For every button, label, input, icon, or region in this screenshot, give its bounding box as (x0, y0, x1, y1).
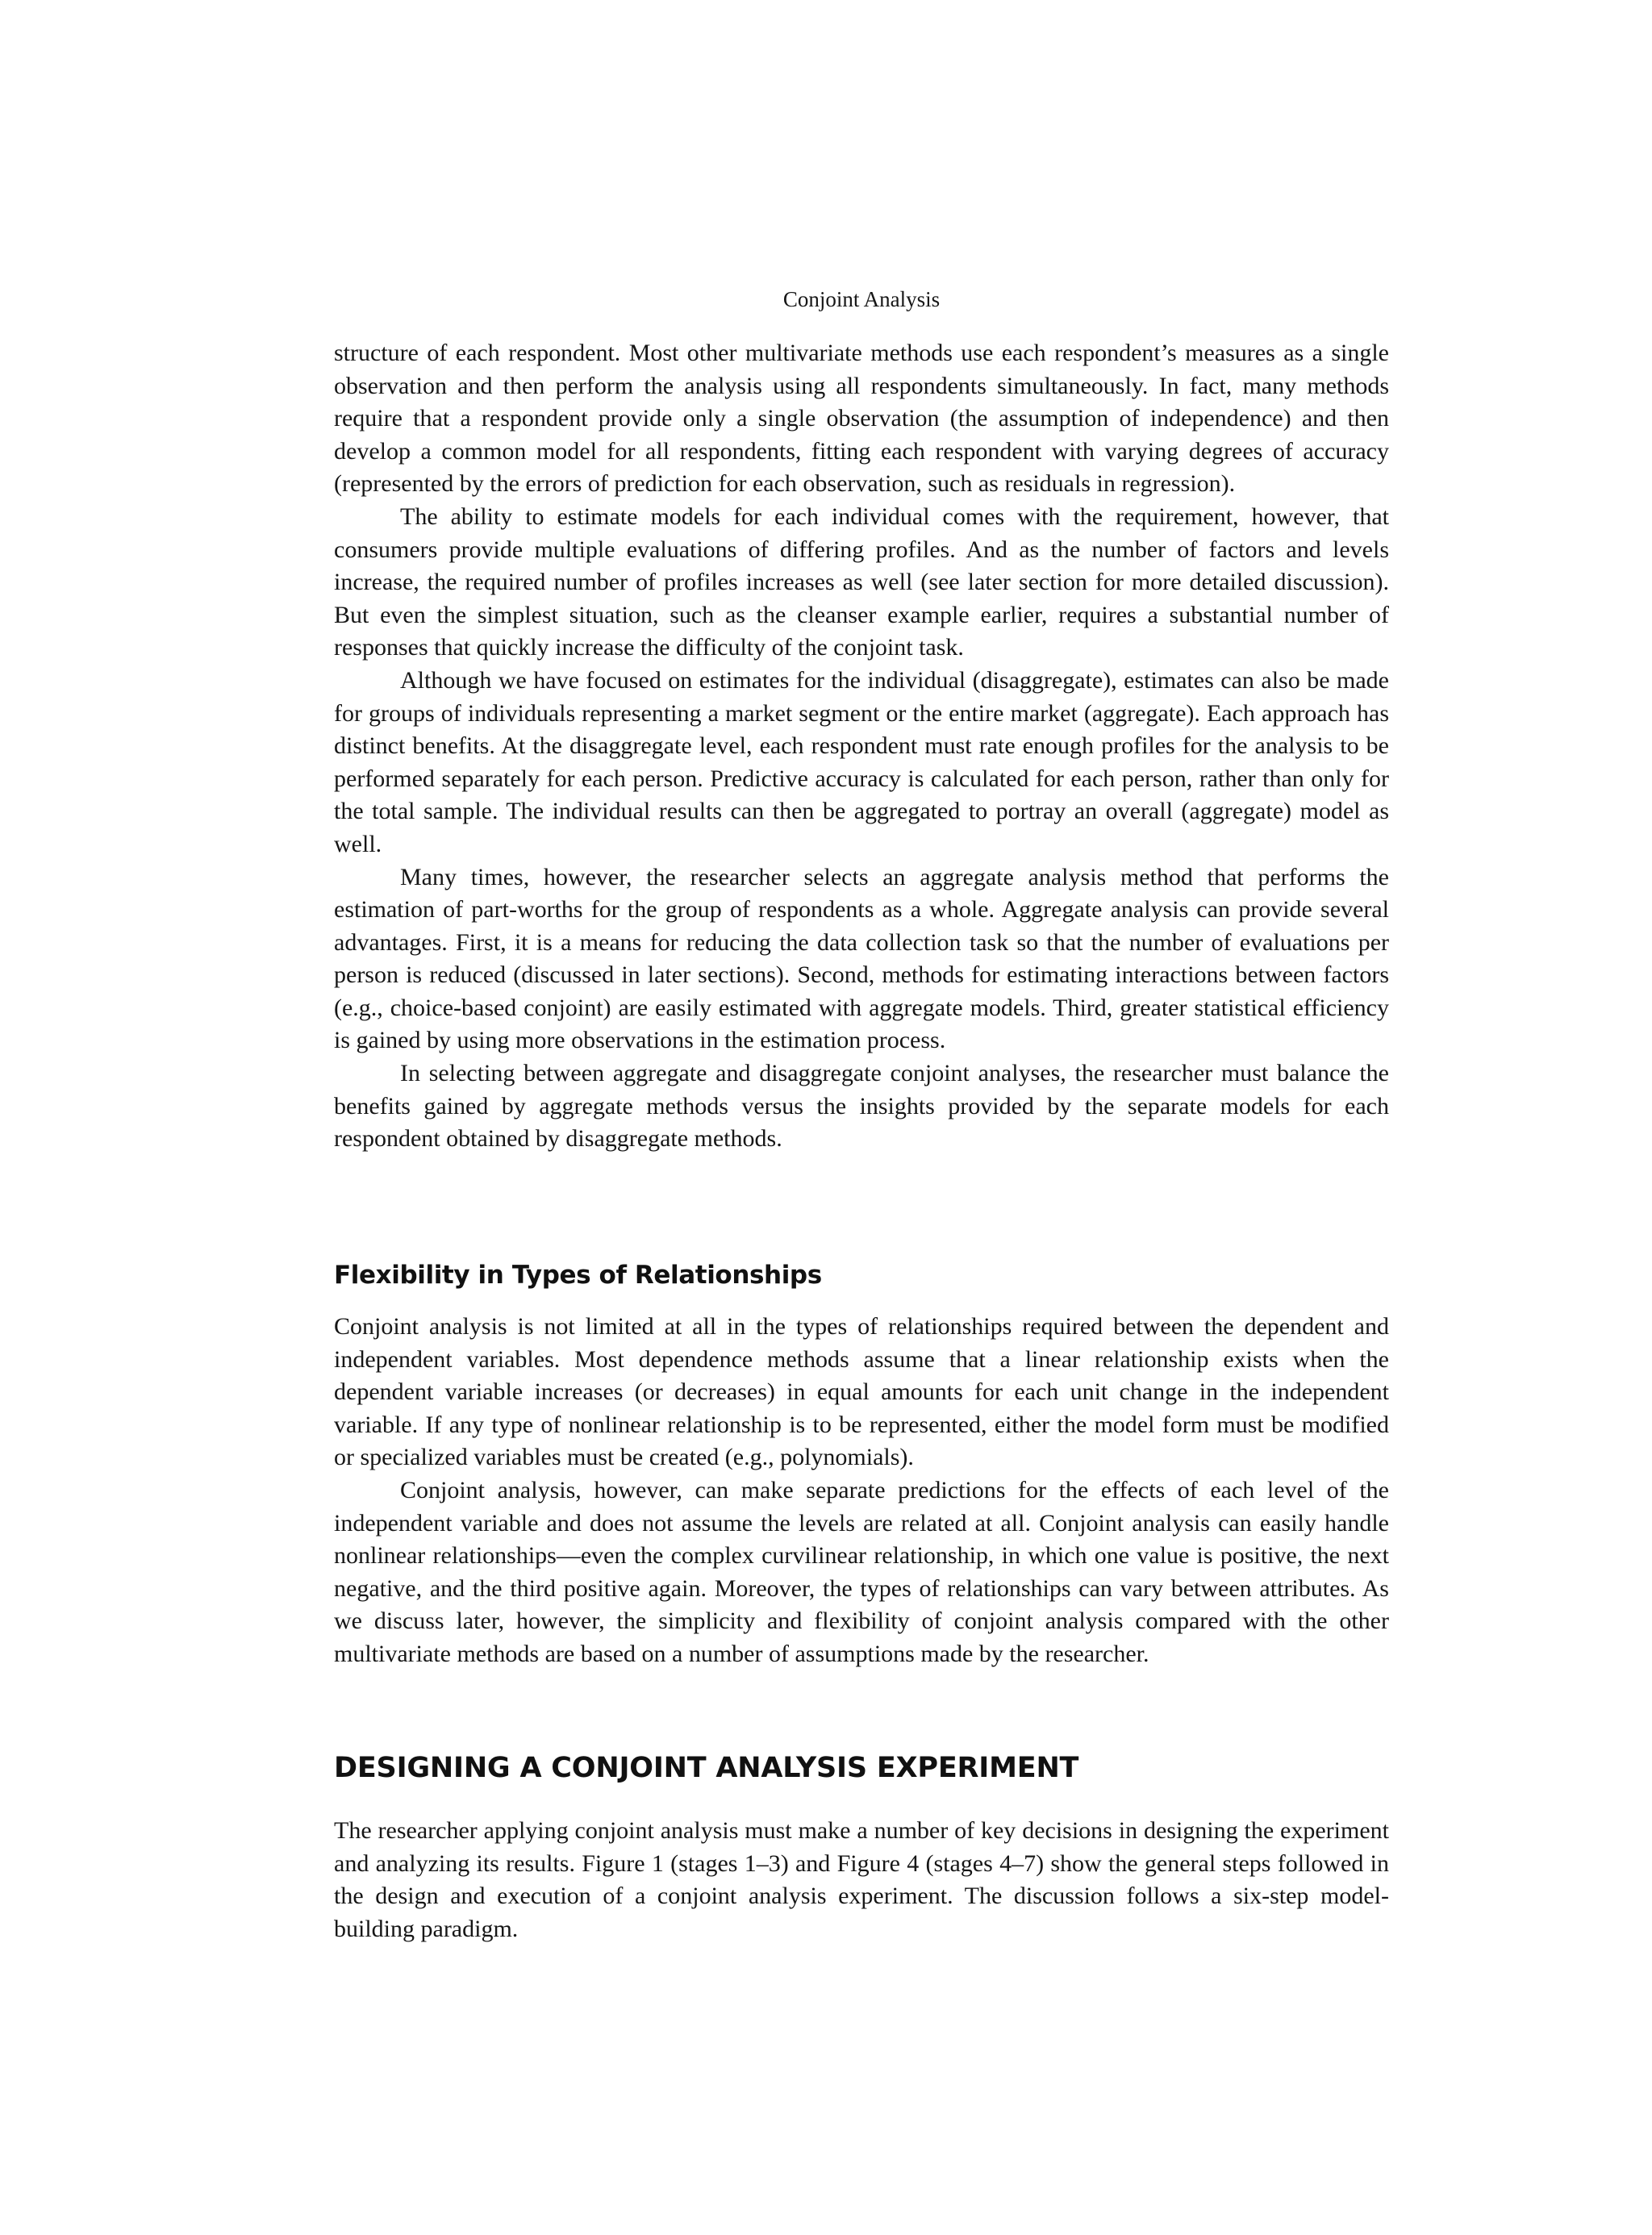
paragraph-linear-relationships: Conjoint analysis is not limited at all in the types of relationships required between the dependent and independent variables. Most dependence methods assume that a linear relationship exists when the dependent variable increases (or decreases) in equal amounts for each unit change in the independent variable. If any type of nonlinear relationship is to be represented, either the model form must be modified or specialized variables must be created (e.g., polynomials). (334, 1313, 1389, 1471)
paragraph-continued: structure of each respondent. Most other multivariate methods use each respondent’s measures as a single observation and then perform the analysis using all respondents simultaneously. In fact, many methods require that a respondent provide only a single observation (the assumption of independence) and then develop a common model for all respondents, fitting each respondent with varying degrees of accuracy (represented by the errors of prediction for each observation, such as residuals in regression). (334, 340, 1389, 498)
paragraph-key-decisions: The researcher applying conjoint analysis must make a number of key decisions in designing the experiment and analyzing its results. Figure 1 (stages 1–3) and Figure 4 (stages 4–7) show the general steps followed in the design and execution of a conjoint analysis experiment. The discussion follows a six-step model-building paradigm. (334, 1817, 1389, 1942)
section-heading-designing: DESIGNING A CONJOINT ANALYSIS EXPERIMENT (334, 1752, 1079, 1784)
section-heading-flexibility: Flexibility in Types of Relationships (334, 1261, 822, 1290)
running-head: Conjoint Analysis (782, 287, 941, 311)
paragraph-selecting-analyses: In selecting between aggregate and disaggregate conjoint analyses, the researcher must balance the benefits gained by aggregate methods versus the insights provided by the separate models for each respondent obtained by disaggregate methods. (334, 1060, 1389, 1153)
document-page (334, 0, 1389, 2235)
intro-text-block (334, 337, 1389, 1156)
paragraph-nonlinear-relationships: Conjoint analysis, however, can make separate predictions for the effects of each level of the independent variable and does not assume the levels are related at all. Conjoint analysis can easily handle nonlinear relationships—even the complex curvilinear relationship, in which one value is positive, the next negative, and the third positive again. Moreover, the types of relationships can vary between attributes. As we discuss later, however, the simplicity and flexibility of conjoint analysis compared with the other multivariate methods are based on a number of assumptions made by the researcher. (334, 1476, 1389, 1667)
paragraph-individual-models: The ability to estimate models for each individual comes with the requirement, however, that consumers provide multiple evaluations of differing profiles. And as the number of factors and levels increase, the required number of profiles increases as well (see later section for more detailed discussion). But even the simplest situation, such as the cleanser example earlier, requires a substantial number of responses that quickly increase the difficulty of the conjoint task. (334, 502, 1389, 661)
paragraph-disaggregate-estimates: Although we have focused on estimates for the individual (disaggregate), estimates can also be made for groups of individuals representing a market segment or the entire market (aggregate). Each approach has distinct benefits. At the disaggregate level, each respondent must rate enough profiles for the analysis to be performed separately for each person. Predictive accuracy is calculated for each person, rather than only for the total sample. The individual results can then be aggregated to portray an overall (aggregate) model as well. (334, 666, 1389, 857)
paragraph-aggregate-analysis: Many times, however, the researcher selects an aggregate analysis method that performs the estimation of part-worths for the group of respondents as a whole. Aggregate analysis can provide several advantages. First, it is a means for reducing the data collection task so that the number of evaluations per person is reduced (discussed in later sections). Second, methods for estimating interactions between factors (e.g., choice-based conjoint) are easily estimated with aggregate models. Third, greater statistical efficiency is gained by using more observations in the estimation process. (334, 863, 1389, 1054)
designing-text-block (334, 1815, 1389, 1945)
flexibility-text-block (334, 1311, 1389, 1671)
